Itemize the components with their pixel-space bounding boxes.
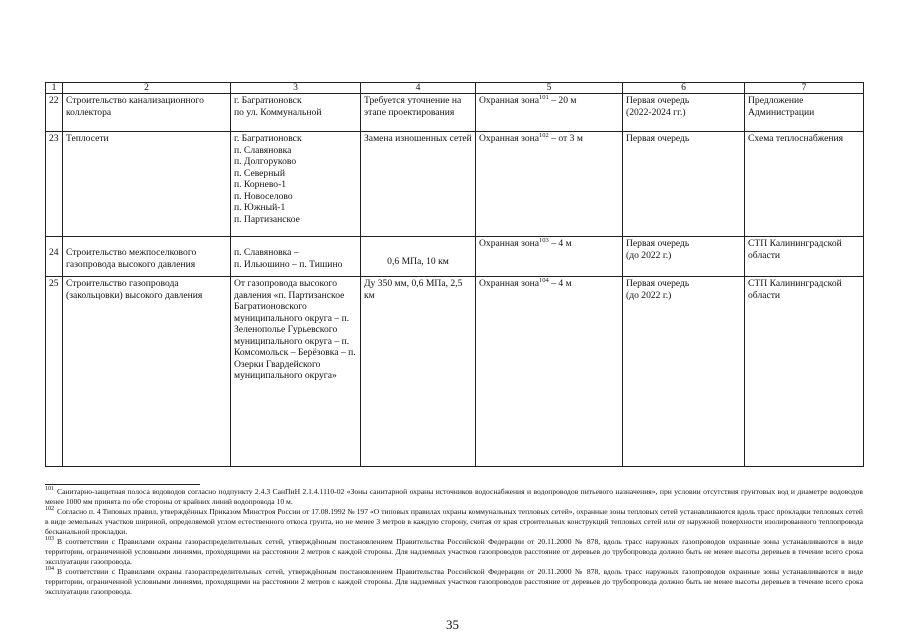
object-params: Ду 350 мм, 0,6 МПа, 2,5 км <box>361 277 476 467</box>
stage: Первая очередь (до 2022 г.) <box>623 277 745 467</box>
zone-label: Охранная зона <box>479 95 540 106</box>
header-cell: 6 <box>623 83 745 94</box>
footnote-divider <box>45 484 200 485</box>
header-cell: 2 <box>63 83 231 94</box>
row-number: 24 <box>46 237 63 277</box>
object-params: 0,6 МПа, 10 км <box>361 237 476 277</box>
footnote-ref: 102 <box>539 131 549 139</box>
stage: Первая очередь (2022-2024 гг.) <box>623 94 745 132</box>
footnote-number: 101 <box>45 486 54 493</box>
footnote-number: 103 <box>45 536 54 543</box>
source: СТП Калининградской области <box>745 277 864 467</box>
zone-label: Охранная зона <box>479 133 540 144</box>
zone-value: – 4 м <box>548 238 572 249</box>
footnote <box>45 487 863 507</box>
table-row <box>46 237 864 277</box>
object-location: п. Славяновка – п. Ильюшино – п. Тишино <box>231 237 361 277</box>
row-number: 25 <box>46 277 63 467</box>
zone-value: – 4 м <box>548 278 572 289</box>
footnotes <box>45 487 863 597</box>
row-number: 23 <box>46 132 63 237</box>
stage: Первая очередь (до 2022 г.) <box>623 237 745 277</box>
footnote <box>45 537 863 567</box>
footnote <box>45 507 863 537</box>
footnote-text: Согласно п. 4 Типовых правил, утверждённых Приказом Минстроя России от 17.08.1992 № 197 «О типовых правилах охраны коммунальных тепловых сетей», охранные зоны тепловых сетей устанавливаются вдоль трасс прокладки тепловых сетей в виде земельных участков шириной, определяемой углом естественного откоса грунта, но не менее 3 метров в каждую сторону, считая от края строительных конструкций тепловых сетей или от наружной поверхности изолированного теплопровода бесканальной прокладки. <box>45 507 863 536</box>
object-name: Строительство газопровода (закольцовки) высокого давления <box>63 277 231 467</box>
object-location: От газопровода высокого давления «п. Партизанское Багратионовского муниципального округа – п. Зеленополье Гурьевского муниципального округа – п. Комсомольск – Берёзовка – п. Озерки Гвардейского муниципального округа» <box>231 277 361 467</box>
objects-table <box>45 82 864 467</box>
object-location: г. Багратионовск п. Славяновка п. Долгоруково п. Северный п. Корнево-1 п. Новоселово п. Южный-1 п. Партизанское <box>231 132 361 237</box>
footnote <box>45 567 863 597</box>
footnote-ref: 104 <box>539 276 549 284</box>
footnote-number: 102 <box>45 506 54 513</box>
header-cell: 5 <box>476 83 623 94</box>
object-name: Теплосети <box>63 132 231 237</box>
row-number: 22 <box>46 94 63 132</box>
table-header-row <box>46 83 864 94</box>
object-name: Строительство межпоселкового газопровода высокого давления <box>63 237 231 277</box>
object-location: г. Багратионовск по ул. Коммунальной <box>231 94 361 132</box>
footnote-text: В соответствии с Правилами охраны газораспределительных сетей, утверждённым постановлением Правительства Российской Федерации от 20.11.2000 № 878, вдоль трасс наружных газопроводов охранные зоны устанавливаются в виде территории, ограниченной условными линиями, проходящими на расстоянии 2 метров с каждой стороны. Для надземных участков газопроводов расстояние от деревьев до трубопровода должно быть не менее высоты деревьев в течение всего срока эксплуатации газопровода. <box>45 567 863 596</box>
object-params: Замена изношенных сетей <box>361 132 476 237</box>
page-number: 35 <box>446 617 459 632</box>
zone-value: – 20 м <box>548 95 577 106</box>
footnote-ref: 103 <box>539 236 549 244</box>
table-row <box>46 132 864 237</box>
zone-label: Охранная зона <box>479 278 540 289</box>
footnote-text: В соответствии с Правилами охраны газораспределительных сетей, утверждённым постановлением Правительства Российской Федерации от 20.11.2000 № 878, вдоль трасс наружных газопроводов охранные зоны устанавливаются в виде территории, ограниченной условными линиями, проходящими на расстоянии 2 метров с каждой стороны. Для надземных участков газопроводов расстояние от деревьев до трубопровода должно быть не менее высоты деревьев в течение всего срока эксплуатации газопровода. <box>45 537 863 566</box>
table-row <box>46 94 864 132</box>
protection-zone <box>476 94 623 132</box>
source: Предложение Администрации <box>745 94 864 132</box>
zone-value: – от 3 м <box>548 133 583 144</box>
protection-zone <box>476 132 623 237</box>
header-cell: 4 <box>361 83 476 94</box>
header-cell: 3 <box>231 83 361 94</box>
source: Схема теплоснабжения <box>745 132 864 237</box>
table-row <box>46 277 864 467</box>
header-cell: 7 <box>745 83 864 94</box>
footnote-ref: 101 <box>539 93 549 101</box>
footnote-text: Санитарно-защитная полоса водоводов согласно подпункту 2.4.3 СанПиН 2.1.4.1110-02 «Зоны санитарной охраны источников водоснабжения и водопроводов питьевого назначения», при условии отсутствия грунтовых вод и диаметре водоводов менее 1000 мм принята по обе стороны от крайних линий водопровода 10 м. <box>45 487 863 506</box>
source: СТП Калининградской области <box>745 237 864 277</box>
stage: Первая очередь <box>623 132 745 237</box>
protection-zone <box>476 277 623 467</box>
footnote-number: 104 <box>45 566 54 573</box>
header-cell: 1 <box>46 83 63 94</box>
object-params: Требуется уточнение на этапе проектирования <box>361 94 476 132</box>
object-name: Строительство канализационного коллектора <box>63 94 231 132</box>
protection-zone <box>476 237 623 277</box>
zone-label: Охранная зона <box>479 238 540 249</box>
